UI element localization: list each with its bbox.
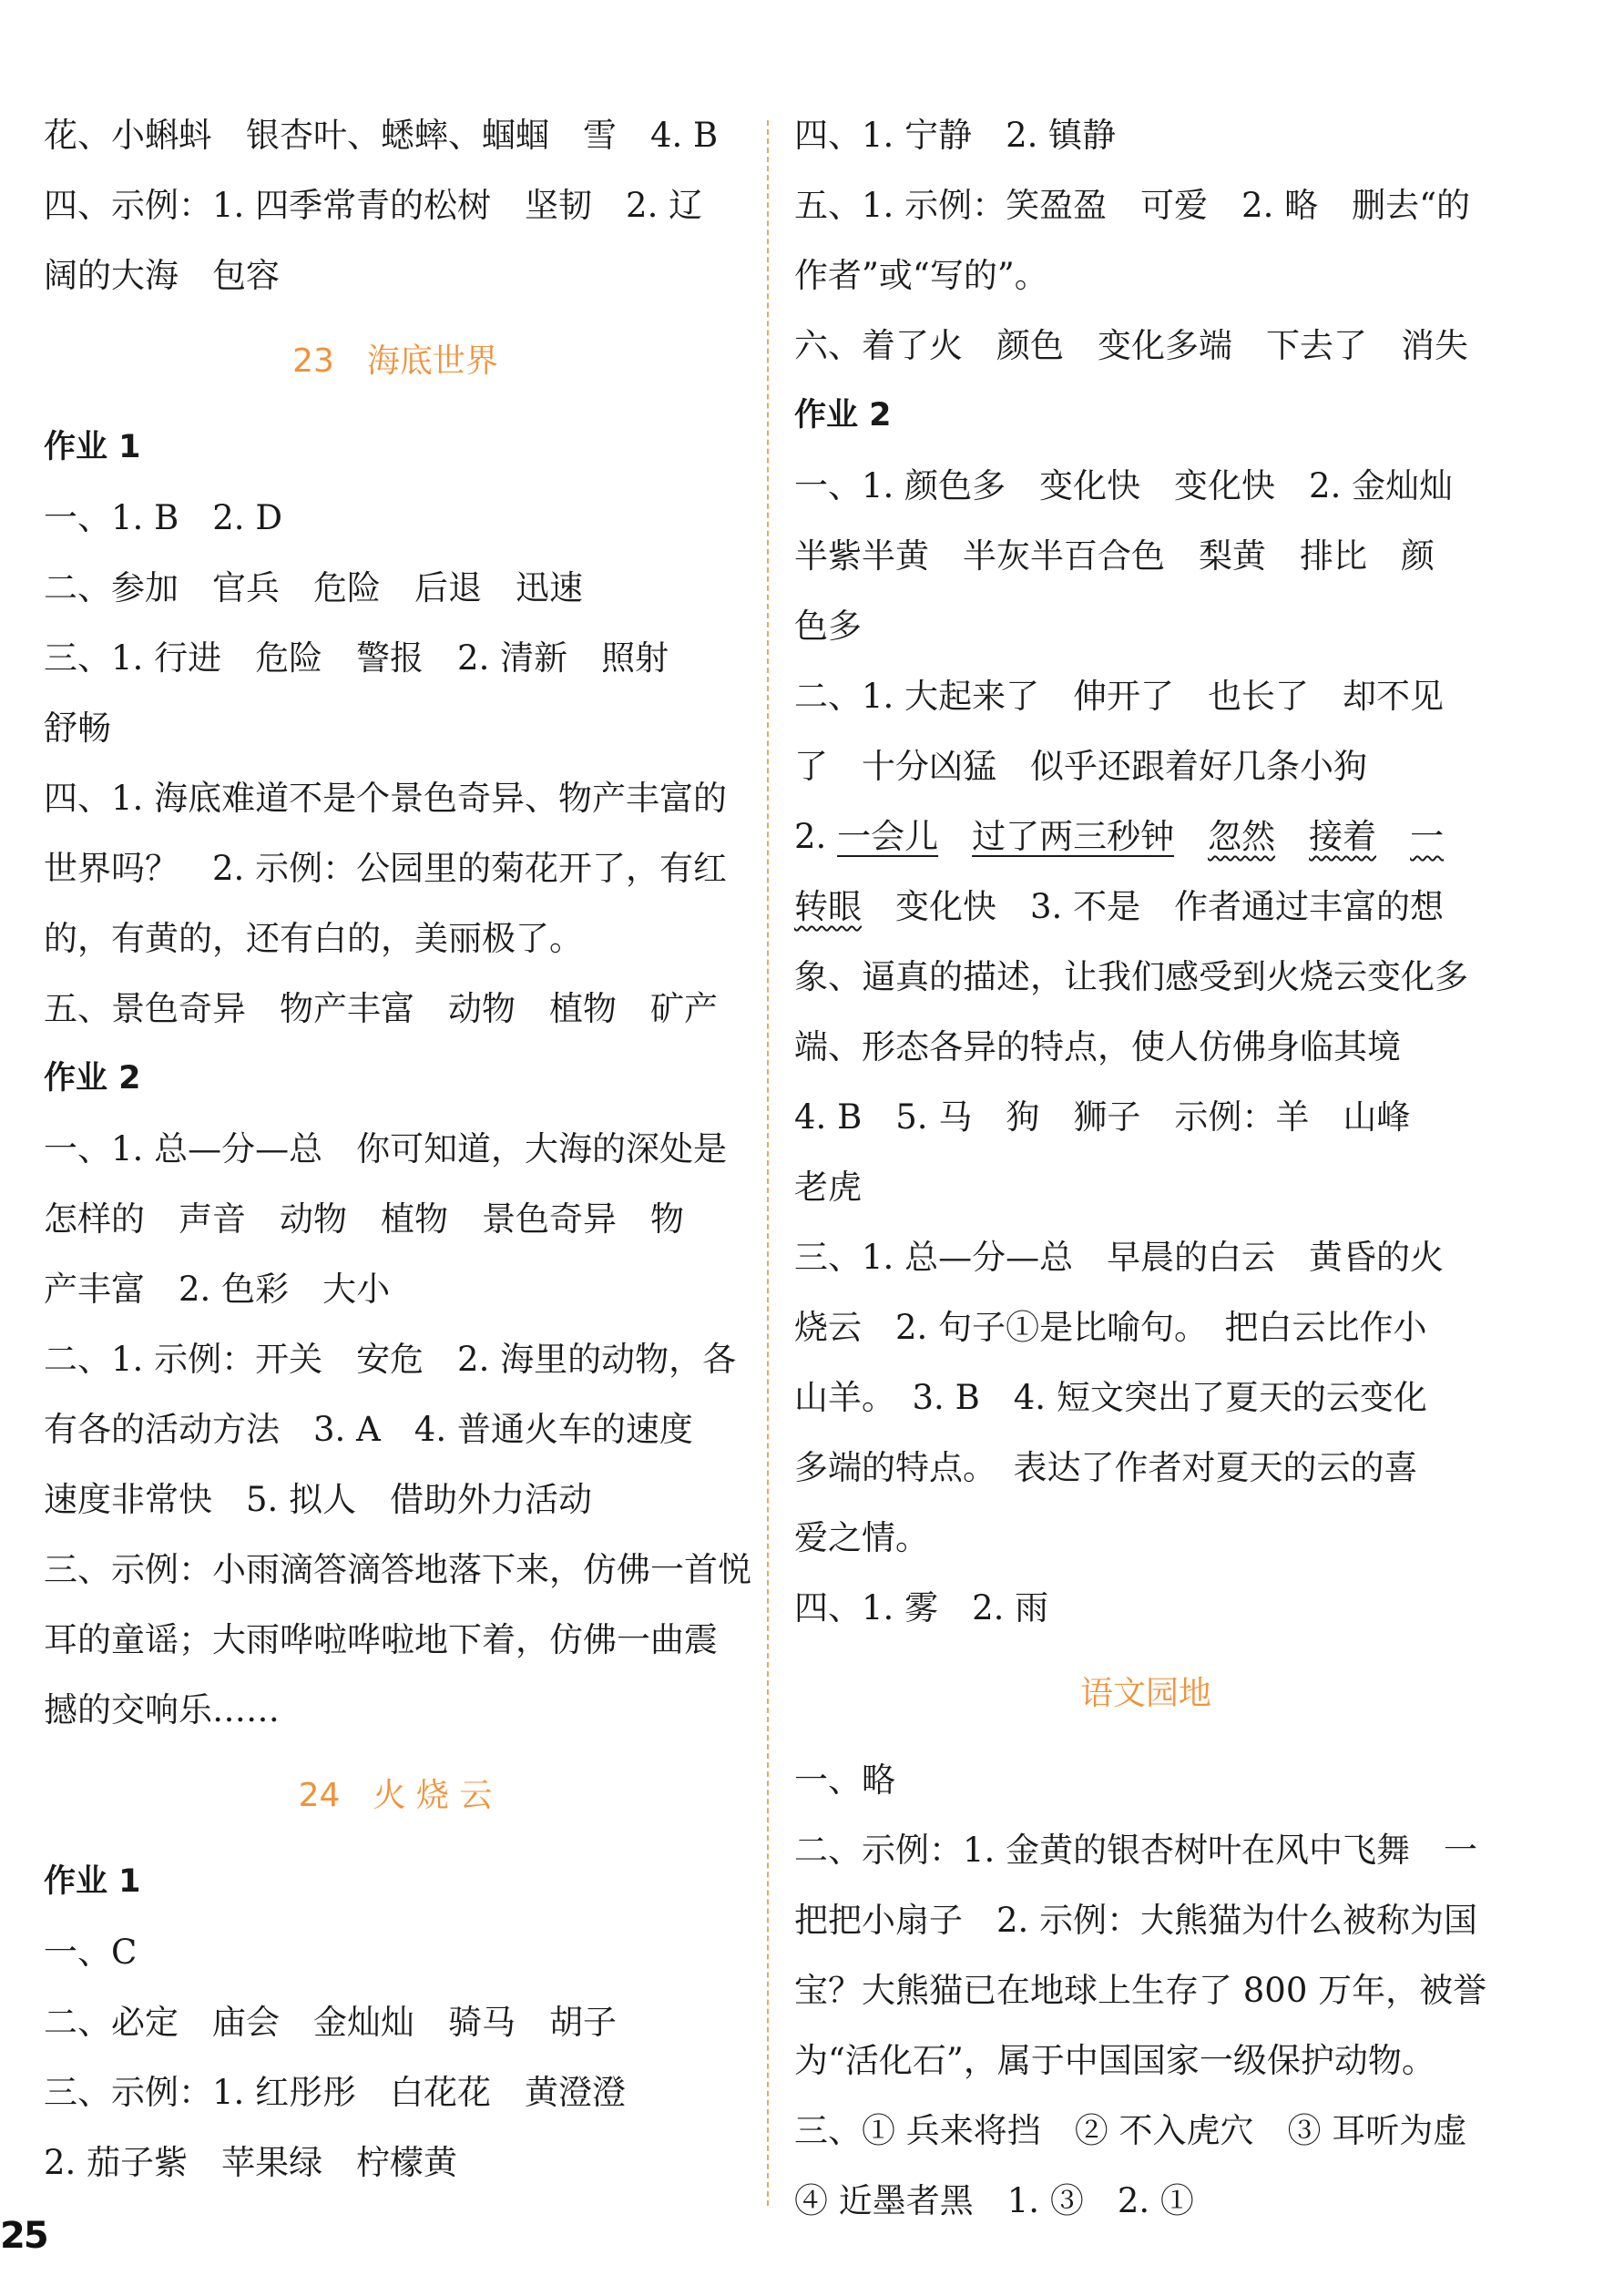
answer-line: 有各的活动方法 3. A 4. 普通火车的速度 [44, 1410, 693, 1449]
text-segment [938, 817, 972, 856]
answer-line: 一、1. B 2. D [44, 498, 282, 537]
answer-line: 五、1. 示例：笑盈盈 可爱 2. 略 删去“的 [794, 186, 1471, 225]
answer-line: 怎样的 声音 动物 植物 景色奇异 物 [44, 1199, 684, 1239]
section-title: 语文园地 [1079, 1675, 1211, 1712]
answer-line: 的，有黄的，还有白的，美丽极了。 [44, 919, 583, 958]
assignment-header: 作业 2 [44, 1060, 141, 1097]
answer-line: 世界吗？ 2. 示例：公园里的菊花开了，有红 [44, 849, 728, 888]
answer-line: 2. 茄子紫 苹果绿 柠檬黄 [44, 2143, 458, 2182]
answer-line: 爱之情。 [794, 1518, 929, 1557]
answer-line: 象、逼真的描述，让我们感受到火烧云变化多 [794, 957, 1468, 996]
answer-line: 一、略 [794, 1760, 895, 1800]
answer-line: 二、1. 大起来了 伸开了 也长了 却不见 [794, 677, 1445, 716]
answer-line: 产丰富 2. 色彩 大小 [44, 1270, 391, 1309]
answer-line: 色多 [794, 607, 862, 646]
answer-line [794, 801, 1497, 872]
answer-line: 烧云 2. 句子①是比喻句。 把白云比作小 [794, 1308, 1427, 1347]
wavy-underlined-text: 忽然 [1208, 817, 1276, 856]
answer-line: 老虎 [794, 1168, 862, 1207]
section-title: 24 火 烧 云 [298, 1777, 493, 1814]
answer-line: 速度非常快 5. 拟人 借助外力活动 [44, 1480, 593, 1519]
text-segment: 2. [794, 817, 838, 856]
answer-line: 三、1. 总—分—总 早晨的白云 黄昏的火 [794, 1238, 1445, 1277]
answer-line: 五、景色奇异 物产丰富 动物 植物 矿产 [44, 989, 718, 1028]
column-divider [767, 120, 769, 2206]
answer-line: 四、1. 宁静 2. 镇静 [794, 116, 1117, 155]
answer-line: 一、1. 颜色多 变化快 变化快 2. 金灿灿 [794, 466, 1454, 505]
text-segment [1174, 817, 1208, 856]
text-segment [1275, 817, 1309, 856]
answer-line: ④ 近墨者黑 1. ③ 2. ① [794, 2181, 1194, 2220]
underlined-text: 一会儿 [837, 817, 939, 856]
answer-line: 三、示例：1. 红彤彤 白花花 黄澄澄 [44, 2073, 627, 2112]
answer-line: 为“活化石”，属于中国国家一级保护动物。 [794, 2041, 1435, 2080]
wavy-underlined-text: 一 [1410, 817, 1445, 856]
answer-line: 二、1. 示例：开关 安危 2. 海里的动物，各 [44, 1340, 737, 1379]
answer-line: 一、1. 总—分—总 你可知道，大海的深处是 [44, 1129, 728, 1168]
assignment-header: 作业 1 [44, 1863, 141, 1900]
answer-line: 三、① 兵来将挡 ② 不入虎穴 ③ 耳听为虚 [794, 2111, 1467, 2150]
answer-line: 六、着了火 颜色 变化多端 下去了 消失 [794, 326, 1468, 365]
answer-line: 二、参加 官兵 危险 后退 迅速 [44, 568, 583, 607]
answer-line: 四、1. 海底难道不是个景色奇异、物产丰富的 [44, 779, 728, 818]
right-column [794, 100, 1497, 2236]
answer-line: 宝？大熊猫已在地球上生存了 800 万年，被誉 [794, 1971, 1487, 2010]
assignment-header: 作业 1 [44, 429, 141, 465]
answer-line: 三、1. 行进 危险 警报 2. 清新 照射 [44, 638, 669, 678]
answer-line: 端、形态各异的特点，使人仿佛身临其境 [794, 1027, 1401, 1066]
answer-line: 四、示例：1. 四季常青的松树 坚韧 2. 辽 [44, 186, 703, 225]
answer-line: 四、1. 雾 2. 雨 [794, 1588, 1049, 1627]
assignment-header: 作业 2 [794, 397, 892, 434]
answer-line: 三、示例：小雨滴答滴答地落下来，仿佛一首悦 [44, 1550, 751, 1589]
answer-line: 多端的特点。 表达了作者对夏天的云的喜 [794, 1448, 1418, 1487]
text-segment [1376, 817, 1410, 856]
answer-line: 4. B 5. 马 狗 狮子 示例：羊 山峰 [794, 1097, 1411, 1137]
answer-line: 耳的童谣；大雨哗啦哗啦地下着，仿佛一曲震 [44, 1620, 718, 1659]
answer-line: 二、示例：1. 金黄的银杏树叶在风中飞舞 一 [794, 1831, 1478, 1870]
answer-line: 作者”或“写的”。 [794, 256, 1048, 295]
answer-line: 半紫半黄 半灰半百合色 梨黄 排比 颜 [794, 536, 1435, 576]
underlined-text: 过了两三秒钟 [972, 817, 1175, 856]
text-segment: 变化快 3. 不是 作者通过丰富的想 [862, 887, 1445, 926]
page-number: 25 [0, 2215, 47, 2257]
answer-line: 阔的大海 包容 [44, 256, 280, 295]
section-title: 23 海底世界 [292, 342, 498, 380]
answer-line: 把把小扇子 2. 示例：大熊猫为什么被称为国 [794, 1901, 1478, 1940]
wavy-underlined-text: 转眼 [794, 887, 862, 926]
answer-line: 撼的交响乐…… [44, 1690, 280, 1729]
answer-line: 花、小蝌蚪 银杏叶、蟋蟀、蝈蝈 雪 4. B [44, 116, 719, 155]
answer-line: 山羊。 3. B 4. 短文突出了夏天的云变化 [794, 1378, 1427, 1417]
answer-line: 舒畅 [44, 709, 111, 748]
left-column [44, 100, 751, 2198]
answer-line: 了 十分凶猛 似乎还跟着好几条小狗 [794, 747, 1367, 786]
wavy-underlined-text: 接着 [1309, 817, 1377, 856]
answer-line: 一、C [44, 1933, 138, 1972]
answer-line: 二、必定 庙会 金灿灿 骑马 胡子 [44, 2003, 617, 2042]
answer-line [794, 872, 1497, 942]
